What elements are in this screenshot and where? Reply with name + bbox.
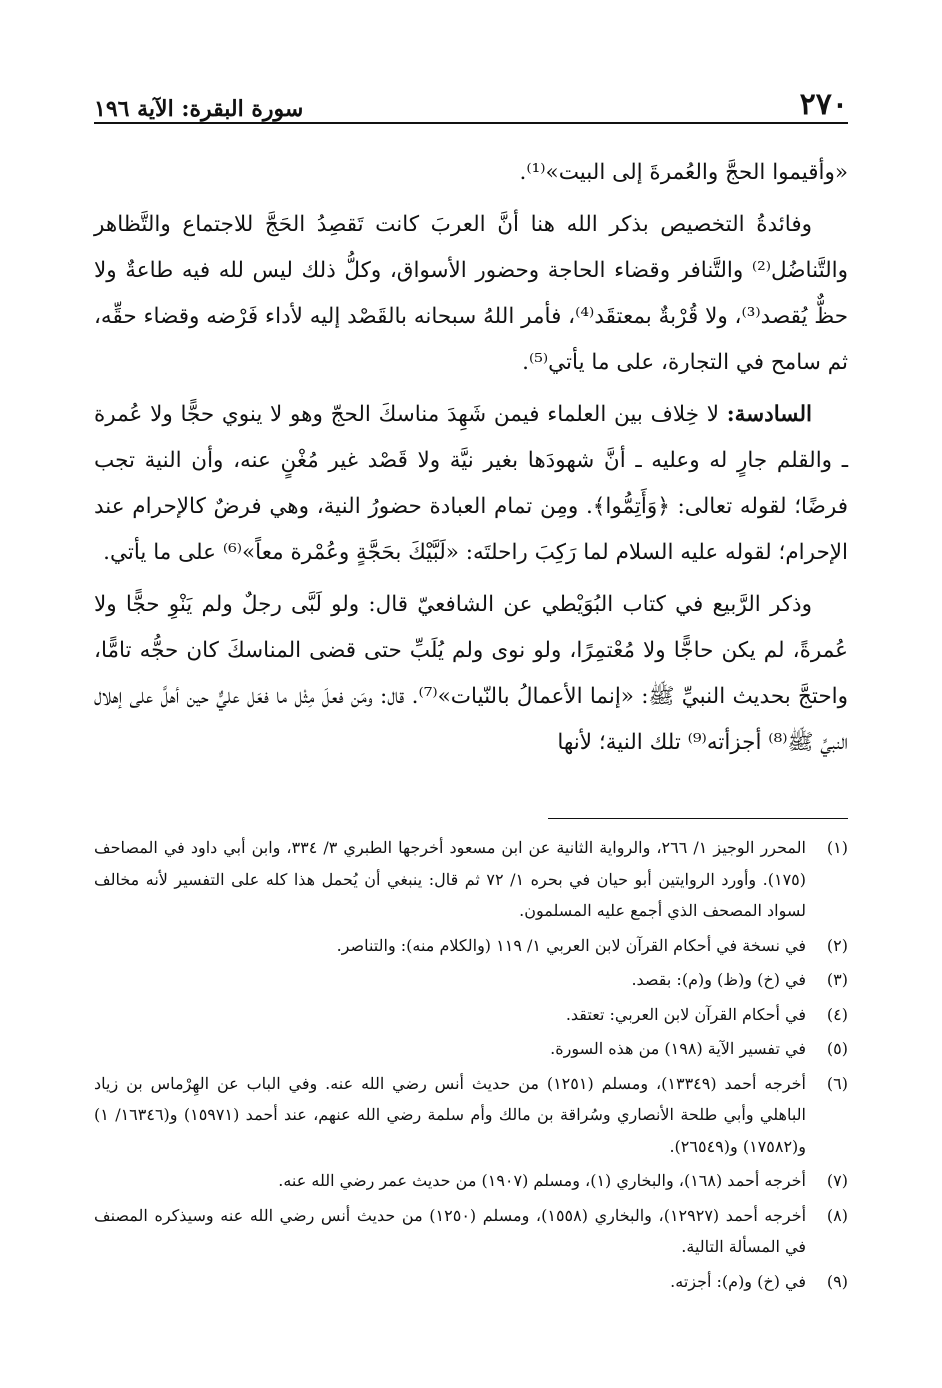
footnote bbox=[94, 1200, 848, 1263]
footnote-number: (٣) bbox=[826, 970, 848, 989]
footnote-text: في تفسير الآية (١٩٨) من هذه السورة. bbox=[550, 1039, 806, 1058]
footnote-text: أخرجه أحمد (١٣٣٤٩)، ومسلم (١٢٥١) من حديث أنس رضي الله عنه. وفي الباب عن الهِرْماس بن زياد الباهلي وأبي طلحة الأنصاري وسُراقة بن مالك وأم سلمة رضي الله عنهم، عند أحمد (١٥٩٧١) و(١٦٣٤٦/ ١) و(١٧٥٨٢) و(٢٦٥٤٩). bbox=[94, 1073, 806, 1156]
main-text bbox=[94, 150, 848, 772]
footnote bbox=[94, 1165, 848, 1197]
footnote-number: (٤) bbox=[826, 1004, 848, 1024]
footnote bbox=[94, 1266, 848, 1298]
footnote-text: في (خ) و(ظ) و(م): بقصد. bbox=[631, 970, 806, 989]
footnote-text: أخرجه أحمد (١٢٩٢٧)، والبخاري (١٥٥٨)، ومسلم (١٢٥٠) من حديث أنس رضي الله عنه وسيذكره المصنف في المسألة التالية. bbox=[94, 1205, 807, 1256]
footnote bbox=[94, 930, 848, 962]
footnote bbox=[94, 1033, 848, 1065]
paragraph-3-text: لا خِلاف بين العلماء فيمن شَهِدَ مناسكَ الحجّ وهو لا ينوي حجًّا ولا عُمرة ـ والقلم جارٍ له وعليه ـ أنَّ شهودَها بغير نيَّة ولا قَصْد غير مُغْنٍ عنه، وأن النية تجب فرضًا؛ لقوله تعالى: ﴿وَأَتِمُّوا﴾. ومِن تمام العبادة حضورُ النية، وهي فرضٌ كالإحرام عند الإحرام؛ لقوله عليه السلام لما رَكِبَ راحلتَه: «لَبَّيْكَ بحَجَّةٍ وعُمْرة معاً»⁽⁶⁾ على ما يأتي. bbox=[94, 402, 848, 565]
footnote-text: في نسخة في أحكام القرآن لابن العربي ١/ ١١٩ (والكلام منه): والتناصر. bbox=[336, 935, 806, 955]
footnote-number: (٧) bbox=[826, 1171, 848, 1190]
footnote-text: في (خ) و(م): أجزته. bbox=[670, 1271, 806, 1291]
footnote-text: أخرجه أحمد (١٦٨)، والبخاري (١)، ومسلم (١٩٠٧) من حديث عمر رضي الله عنه. bbox=[278, 1171, 806, 1190]
page-number: ٢٧٠ bbox=[799, 87, 848, 122]
paragraph-4: وذكر الرَّبيع في كتاب البُوَيْطي عن الشافعيّ قال: ولو لَبَّى رجلٌ ولم يَنْوِ حجًّا ولا عُمرةً، لم يكن حاجًّا ولا مُعْتمِرًا، ولو نوى ولم يُلَبِّ حتى قضى المناسكَ كان حجُّه تامًّا، واحتجَّ بحديث النبيِّ ﷺ: «إنما الأعمالُ بالنّيات»⁽⁷⁾. قال: ومَن فعلَ مِثْل ما فعَل عليٌّ حين أهلَّ على إهلال النبيِّ ﷺ⁽⁸⁾ أجزأته⁽⁹⁾ تلك النية؛ لأنها bbox=[94, 592, 848, 755]
footnote-number: (٩) bbox=[826, 1271, 848, 1291]
running-title: سورة البقرة: الآية ١٩٦ bbox=[94, 96, 304, 122]
section-heading: السادسة: bbox=[726, 402, 812, 427]
footnote-number: (١) bbox=[826, 838, 848, 857]
footnote bbox=[94, 832, 848, 927]
footnote-text: المحرر الوجيز ١/ ٢٦٦، والرواية الثانية عن ابن مسعود أخرجها الطبري ٣/ ٣٣٤، وابن أبي داود في المصاحف (١٧٥). وأورد الروايتين أبو حيان في بحره ١/ ٧٢ ثم قال: ينبغي أن يُحمل هذا كله على التفسير لأنه مخالف لسواد المصحف الذي أجمع عليه المسلمون. bbox=[94, 838, 806, 920]
footnote-rule bbox=[548, 818, 848, 819]
footnote-number: (٥) bbox=[826, 1039, 848, 1058]
paragraph-2: وفائدةُ التخصيص بذكر الله هنا أنَّ العربَ كانت تَقصِدُ الحَجَّ للاجتماع والتَّظاهر والتَّناضُل⁽²⁾ والتَّنافر وقضاء الحاجة وحضور الأسواق، وكلُّ ذلك ليس لله فيه طاعةٌ ولا حظٌّ يُقصد⁽³⁾، ولا قُرْبةٌ بمعتقَد⁽⁴⁾، فأمر اللهُ سبحانه بالقَصْد إليه لأداء فَرْضه وقضاء حقِّه، ثم سامح في التجارة، على ما يأتي⁽⁵⁾. bbox=[93, 212, 848, 375]
footnote-number: (٦) bbox=[826, 1073, 848, 1093]
footnote bbox=[94, 964, 848, 996]
paragraph-1: «وأقيموا الحجَّ والعُمرةَ إلى البيت»⁽¹⁾. bbox=[519, 160, 848, 185]
footnote bbox=[94, 999, 848, 1031]
header-rule bbox=[94, 122, 848, 124]
footnotes bbox=[94, 832, 848, 1300]
paragraph-3 bbox=[94, 392, 848, 576]
footnote-number: (٢) bbox=[826, 935, 848, 955]
footnote-text: في أحكام القرآن لابن العربي: تعتقد. bbox=[565, 1004, 806, 1024]
page-header bbox=[94, 84, 848, 120]
footnote-number: (٨) bbox=[826, 1205, 848, 1225]
footnote bbox=[94, 1068, 848, 1163]
